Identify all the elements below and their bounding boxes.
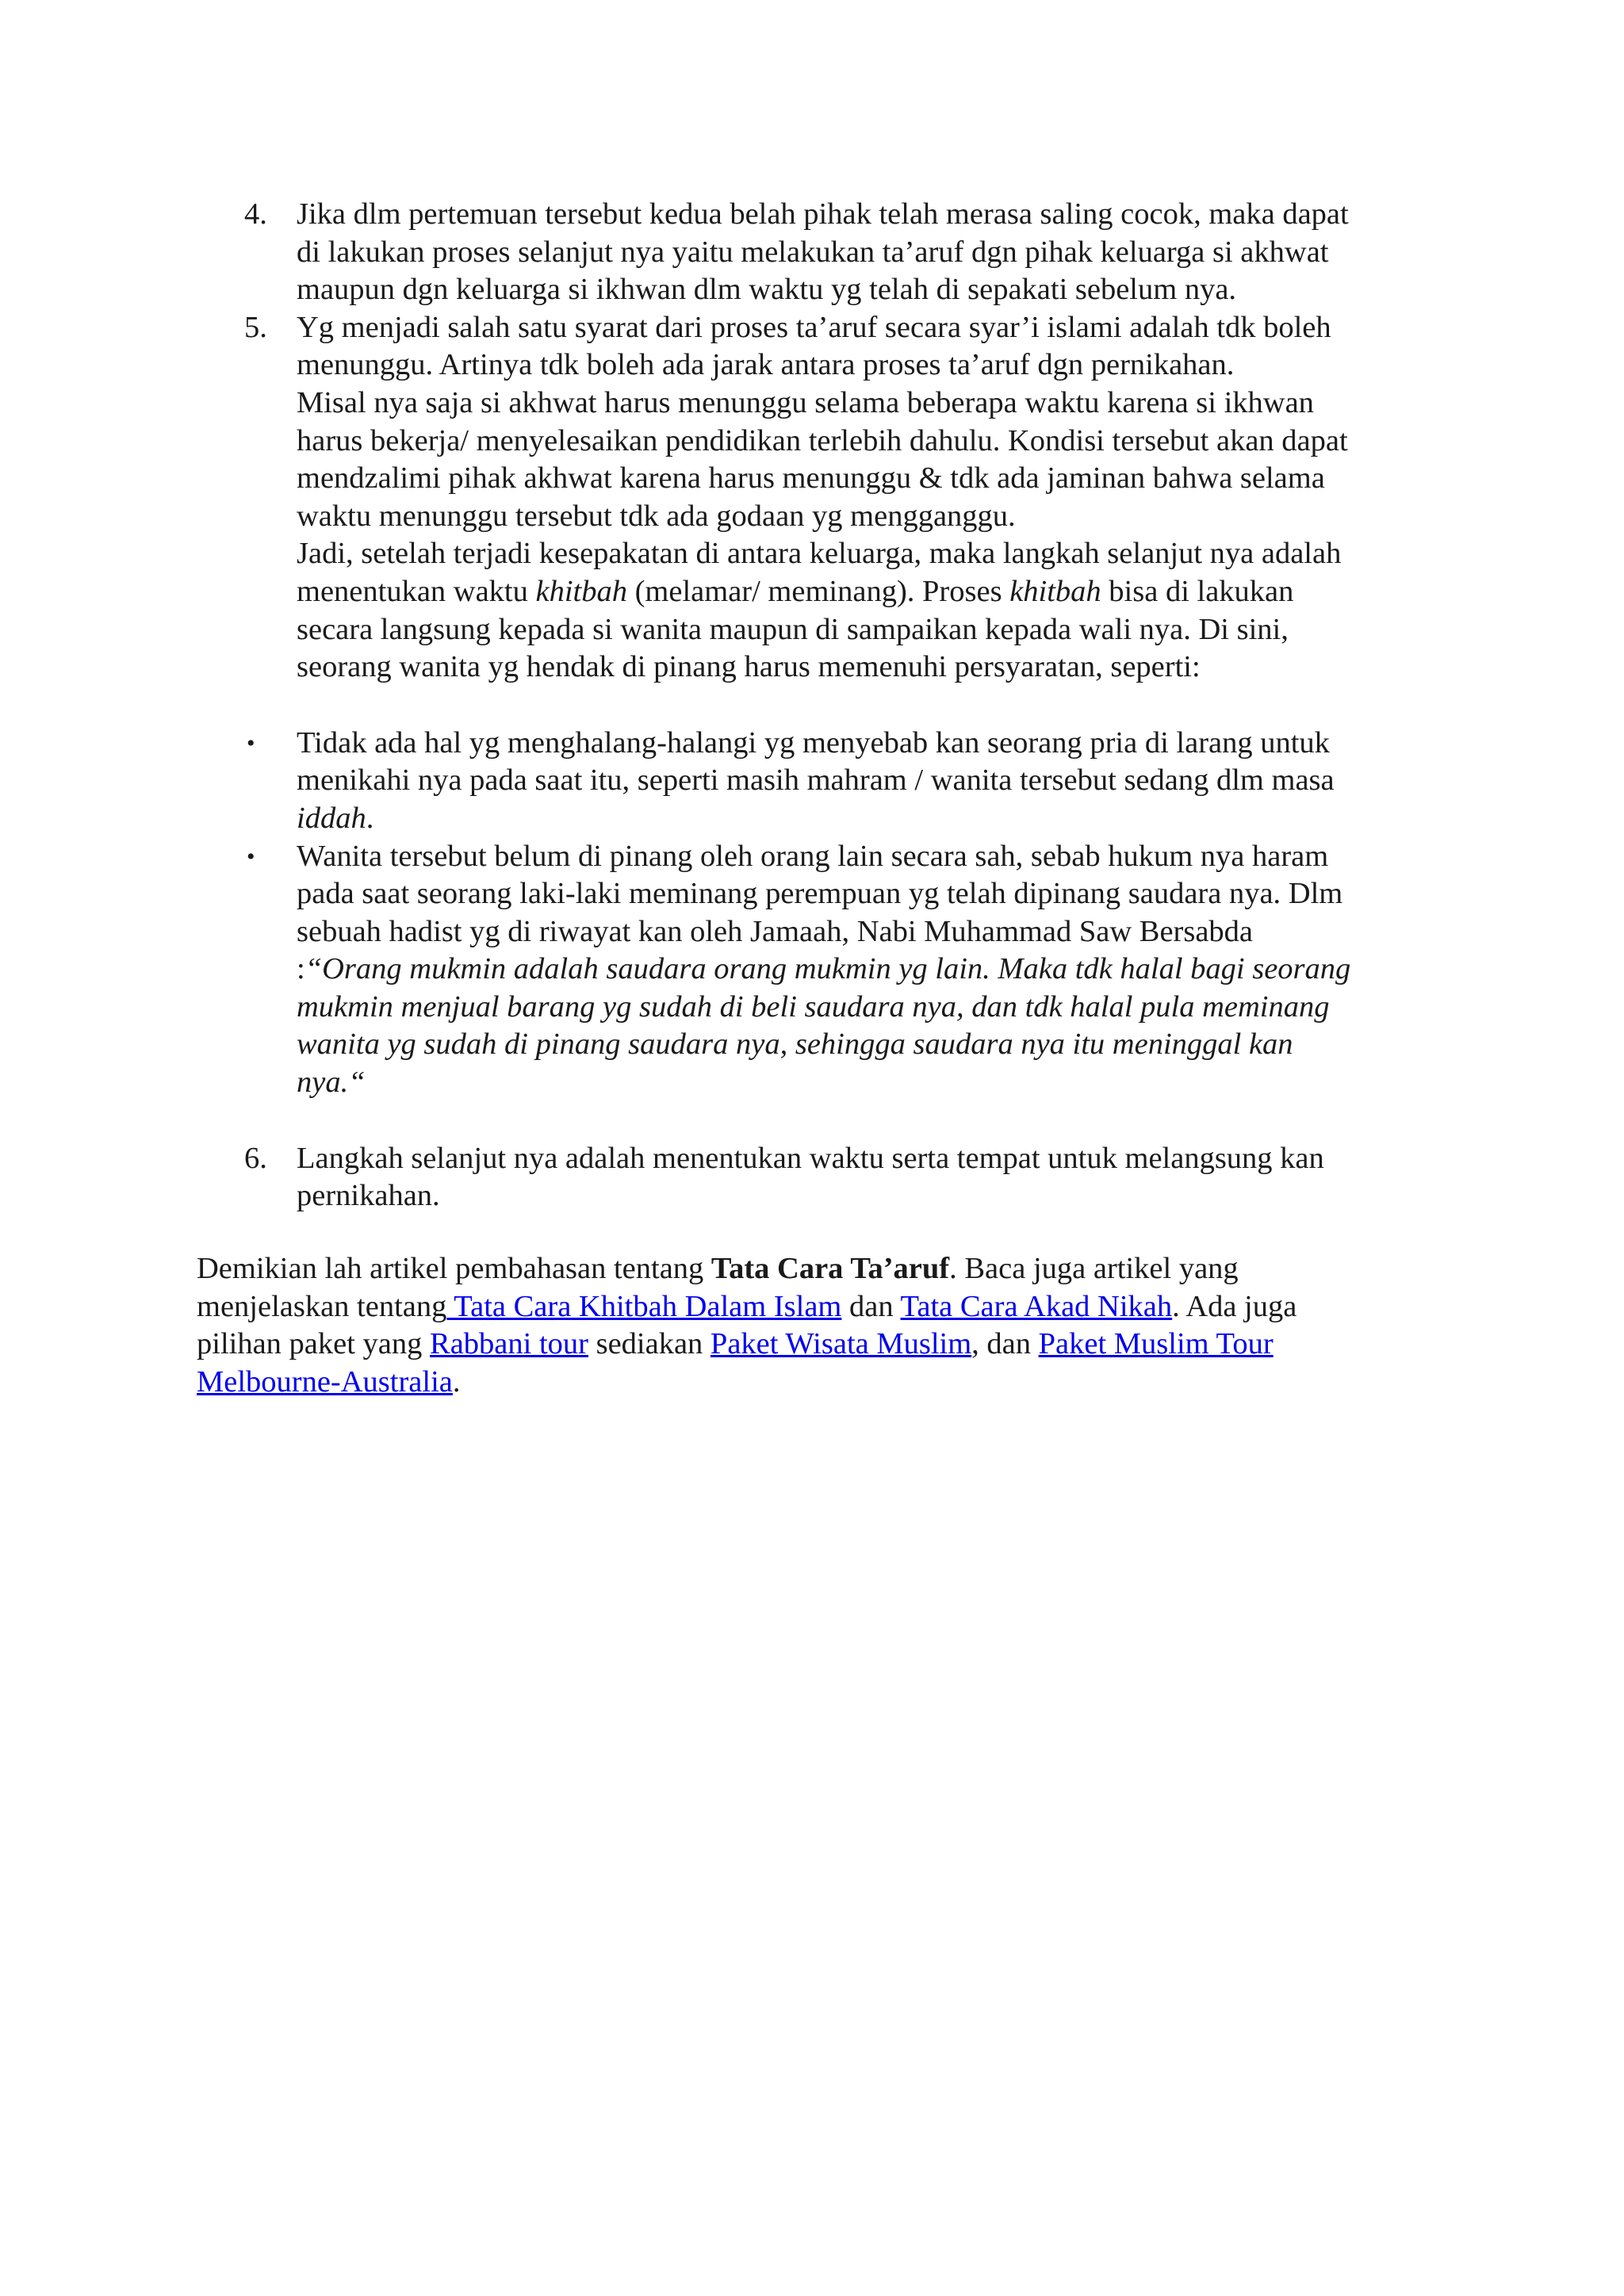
text-line: Jika dlm pertemuan tersebut kedua belah pihak telah merasa saling cocok, maka dapat (297, 197, 1349, 231)
text-line (197, 1326, 1430, 1364)
text-line: Langkah selanjut nya adalah menentukan waktu serta tempat untuk melangsung kan (297, 1141, 1324, 1175)
link-rabbani-tour[interactable]: Rabbani tour (430, 1327, 588, 1361)
text-line: menikahi nya pada saat itu, seperti masih mahram / wanita tersebut sedang dlm masa (297, 763, 1335, 798)
text-line: Tidak ada hal yg menghalang-halangi yg menyebab kan seorang pria di larang untuk (297, 725, 1330, 760)
link-tata-cara-akad-nikah[interactable]: Tata Cara Akad Nikah (900, 1289, 1173, 1323)
article-title: Tata Cara Ta’aruf (710, 1252, 950, 1285)
hadith-quote: “Orang mukmin adalah saudara orang mukmin yg lain. Maka tdk halal bagi seorang (304, 952, 1351, 986)
list-marker: 4. (244, 197, 267, 231)
text-run: . (366, 801, 374, 835)
text-run: sediakan (588, 1327, 710, 1361)
text-run: : (297, 952, 305, 986)
text-run: . (452, 1364, 461, 1399)
spacer (197, 1102, 1430, 1140)
text-line (297, 573, 1430, 611)
text-line: mendzalimi pihak akhwat karena harus menunggu & tdk ada jaminan bahwa selama (297, 461, 1325, 496)
text-run: . Baca juga artikel yang (949, 1252, 1239, 1285)
italic-term: khitbah (1009, 574, 1101, 608)
text-line: harus bekerja/ menyelesaikan pendidikan terlebih dahulu. Kondisi tersebut akan dapat (297, 423, 1348, 457)
text-run: menjelaskan tentang (197, 1289, 447, 1323)
text-line (197, 1364, 1430, 1402)
list-marker: 6. (244, 1141, 267, 1175)
bullet-icon: • (247, 843, 255, 870)
text-run: pilihan paket yang (197, 1327, 431, 1361)
text-line: menunggu. Artinya tdk boleh ada jarak antara proses ta’aruf dgn pernikahan. (297, 348, 1235, 382)
text-run: bisa di lakukan (1101, 574, 1294, 608)
text-run: Demikian lah artikel pembahasan tentang (197, 1252, 711, 1285)
hadith-quote-line: mukmin menjual barang yg sudah di beli saudara nya, dan tdk halal pula meminang (297, 989, 1330, 1024)
text-line: maupun dgn keluarga si ikhwan dlm waktu yg telah di sepakati sebelum nya. (297, 273, 1237, 307)
text-line: pada saat seorang laki-laki meminang perempuan yg telah dipinang saudara nya. Dlm (297, 877, 1343, 911)
main-list (197, 196, 1430, 1215)
link-paket-wisata-muslim[interactable]: Paket Wisata Muslim (710, 1327, 972, 1361)
text-line (297, 951, 1430, 989)
text-line: Wanita tersebut belum di pinang oleh orang lain secara sah, sebab hukum nya haram (297, 839, 1329, 873)
bullet-item-2 (197, 838, 1430, 1102)
link-melbourne-australia[interactable]: Melbourne-Australia (197, 1364, 453, 1399)
text-line: Jadi, setelah terjadi kesepakatan di antara keluarga, maka langkah selanjut nya adalah (297, 537, 1342, 571)
text-line: seorang wanita yg hendak di pinang harus memenuhi persyaratan, seperti: (297, 650, 1201, 684)
text-run: (melamar/ meminang). Proses (626, 574, 1010, 608)
text-run: dan (841, 1289, 901, 1323)
text-line: Yg menjadi salah satu syarat dari proses ta’aruf secara syar’i islami adalah tdk boleh (297, 310, 1331, 344)
link-tata-cara-khitbah[interactable]: Tata Cara Khitbah Dalam Islam (446, 1289, 842, 1323)
text-run: . Ada juga (1172, 1289, 1297, 1323)
text-line: Misal nya saja si akhwat harus menunggu selama beberapa waktu karena si ikhwan (297, 385, 1314, 419)
spacer (197, 687, 1430, 725)
text-line: waktu menunggu tersebut tdk ada godaan yg mengganggu. (297, 499, 1016, 533)
text-run: , dan (971, 1327, 1039, 1361)
text-line (197, 1288, 1430, 1326)
link-paket-muslim-tour[interactable]: Paket Muslim Tour (1038, 1327, 1274, 1361)
list-item-4 (197, 196, 1430, 309)
text-line (297, 800, 1430, 838)
bullet-icon: • (247, 729, 255, 756)
text-line (197, 1250, 1430, 1288)
list-marker: 5. (244, 310, 267, 344)
closing-paragraph (197, 1250, 1430, 1401)
text-line: sebuah hadist yg di riwayat kan oleh Jamaah, Nabi Muhammad Saw Bersabda (297, 914, 1254, 948)
text-line: di lakukan proses selanjut nya yaitu melakukan ta’aruf dgn pihak keluarga si akhwat (297, 235, 1329, 269)
italic-term: iddah (297, 801, 366, 835)
hadith-quote-line: wanita yg sudah di pinang saudara nya, sehingga saudara nya itu meninggal kan (297, 1027, 1293, 1062)
italic-term: khitbah (535, 574, 627, 608)
text-run: menentukan waktu (297, 574, 536, 608)
text-line: secara langsung kepada si wanita maupun di sampaikan kepada wali nya. Di sini, (297, 612, 1289, 646)
text-line: pernikahan. (297, 1179, 440, 1213)
list-item-5 (197, 309, 1430, 687)
hadith-quote-line: nya.“ (297, 1066, 366, 1100)
list-item-6 (197, 1140, 1430, 1215)
bullet-item-1 (197, 725, 1430, 838)
